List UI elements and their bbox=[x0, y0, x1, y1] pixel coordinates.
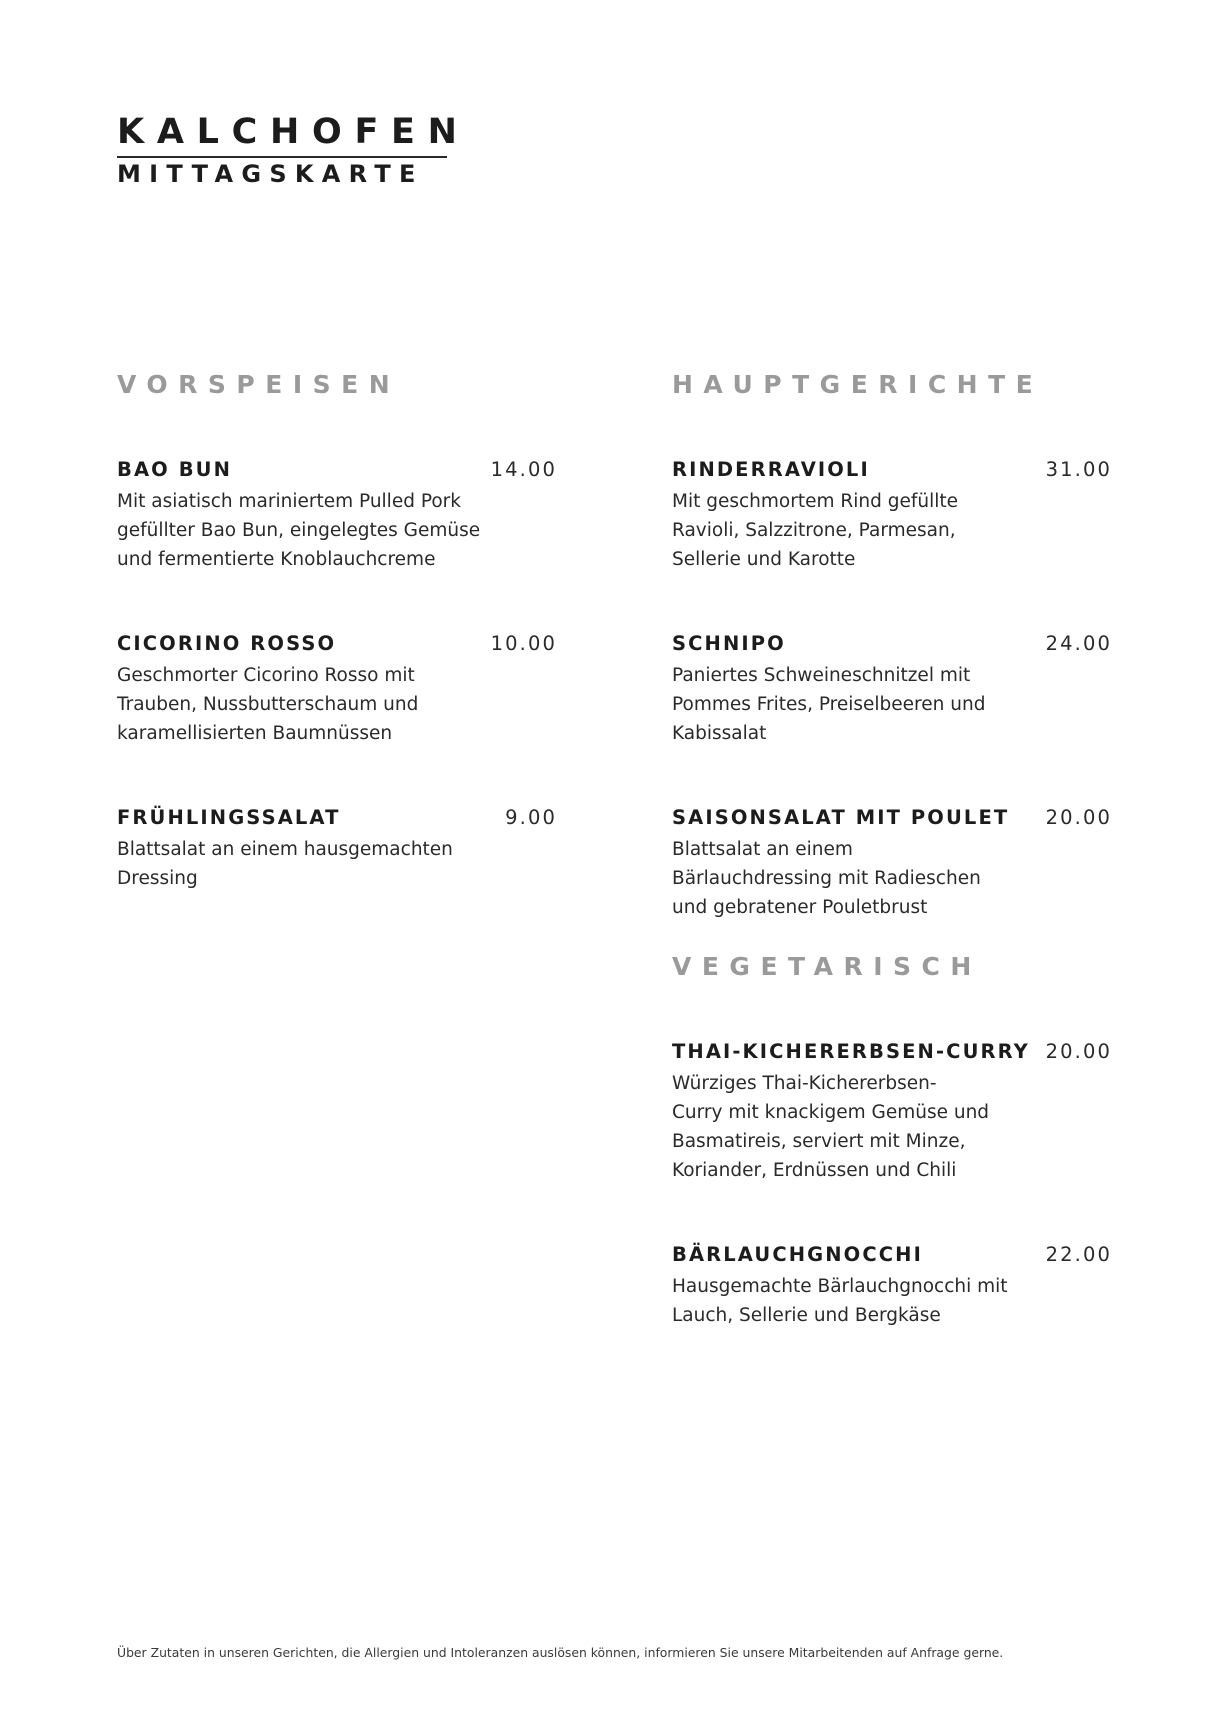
menu-item bbox=[117, 806, 557, 893]
section-title-hauptgerichte: HAUPTGERICHTE bbox=[672, 370, 1044, 399]
allergen-footnote: Über Zutaten in unseren Gerichten, die Allergien und Intoleranzen auslösen können, informieren Sie unsere Mitarbeitenden auf Anfrage gerne. bbox=[117, 1645, 1004, 1660]
restaurant-name: KALCHOFEN bbox=[117, 112, 470, 152]
menu-item bbox=[672, 806, 1112, 922]
menu-item-name: CICORINO ROSSO bbox=[117, 632, 337, 655]
menu-item-price: 10.00 bbox=[490, 632, 557, 655]
menu-item-name: BÄRLAUCHGNOCCHI bbox=[672, 1243, 923, 1266]
menu-item-name: RINDERRAVIOLI bbox=[672, 458, 870, 481]
menu-item-description: Geschmorter Cicorino Rosso mit Trauben, Nussbutterschaum und karamellisierten Baumnüssen bbox=[117, 665, 419, 744]
menu-item-description: Blattsalat an einem Bärlauchdressing mit Radieschen und gebratener Pouletbrust bbox=[672, 839, 981, 918]
header-divider bbox=[117, 156, 447, 158]
menu-item-header bbox=[117, 806, 557, 835]
menu-item-price: 20.00 bbox=[1045, 806, 1112, 829]
menu-item bbox=[672, 458, 1112, 574]
menu-item-header bbox=[672, 1040, 1112, 1069]
section-title-vegetarisch: VEGETARISCH bbox=[672, 952, 982, 981]
menu-item-header bbox=[672, 632, 1112, 661]
menu-item bbox=[117, 458, 557, 574]
menu-item-description: Mit geschmortem Rind gefüllte Ravioli, Salzzitrone, Parmesan, Sellerie und Karotte bbox=[672, 491, 959, 570]
menu-item bbox=[117, 632, 557, 748]
menu-header bbox=[117, 112, 470, 189]
menu-item-description: Hausgemachte Bärlauchgnocchi mit Lauch, Sellerie und Bergkäse bbox=[672, 1276, 1008, 1326]
menu-item bbox=[672, 1243, 1112, 1330]
menu-item-price: 24.00 bbox=[1045, 632, 1112, 655]
menu-item-header bbox=[672, 806, 1112, 835]
menu-item-header bbox=[117, 458, 557, 487]
menu-item-price: 22.00 bbox=[1045, 1243, 1112, 1266]
menu-item bbox=[672, 632, 1112, 748]
right-column bbox=[672, 370, 1112, 1388]
menu-item-description: Würziges Thai-Kichererbsen- Curry mit knackigem Gemüse und Basmatireis, serviert mit Minze, Koriander, Erdnüssen und Chili bbox=[672, 1073, 990, 1181]
left-column bbox=[117, 370, 557, 951]
menu-item-price: 14.00 bbox=[490, 458, 557, 481]
menu-item-header bbox=[672, 458, 1112, 487]
menu-item-header bbox=[672, 1243, 1112, 1272]
menu-item-description: Blattsalat an einem hausgemachten Dressing bbox=[117, 839, 453, 889]
menu-item-name: THAI-KICHERERBSEN-CURRY bbox=[672, 1040, 1030, 1063]
menu-item-name: SAISONSALAT MIT POULET bbox=[672, 806, 1010, 829]
section-title-vorspeisen: VORSPEISEN bbox=[117, 370, 401, 399]
menu-item-name: FRÜHLINGSSALAT bbox=[117, 806, 341, 829]
menu-item-name: BAO BUN bbox=[117, 458, 233, 481]
menu-item-price: 20.00 bbox=[1045, 1040, 1112, 1063]
menu-item-description: Paniertes Schweineschnitzel mit Pommes Frites, Preiselbeeren und Kabissalat bbox=[672, 665, 986, 744]
menu-item bbox=[672, 1040, 1112, 1185]
menu-item-name: SCHNIPO bbox=[672, 632, 786, 655]
menu-subtitle: MITTAGSKARTE bbox=[117, 160, 424, 188]
menu-item-price: 31.00 bbox=[1045, 458, 1112, 481]
menu-item-price: 9.00 bbox=[505, 806, 557, 829]
menu-item-header bbox=[117, 632, 557, 661]
menu-item-description: Mit asiatisch mariniertem Pulled Pork gefüllter Bao Bun, eingelegtes Gemüse und fermentierte Knoblauchcreme bbox=[117, 491, 481, 570]
